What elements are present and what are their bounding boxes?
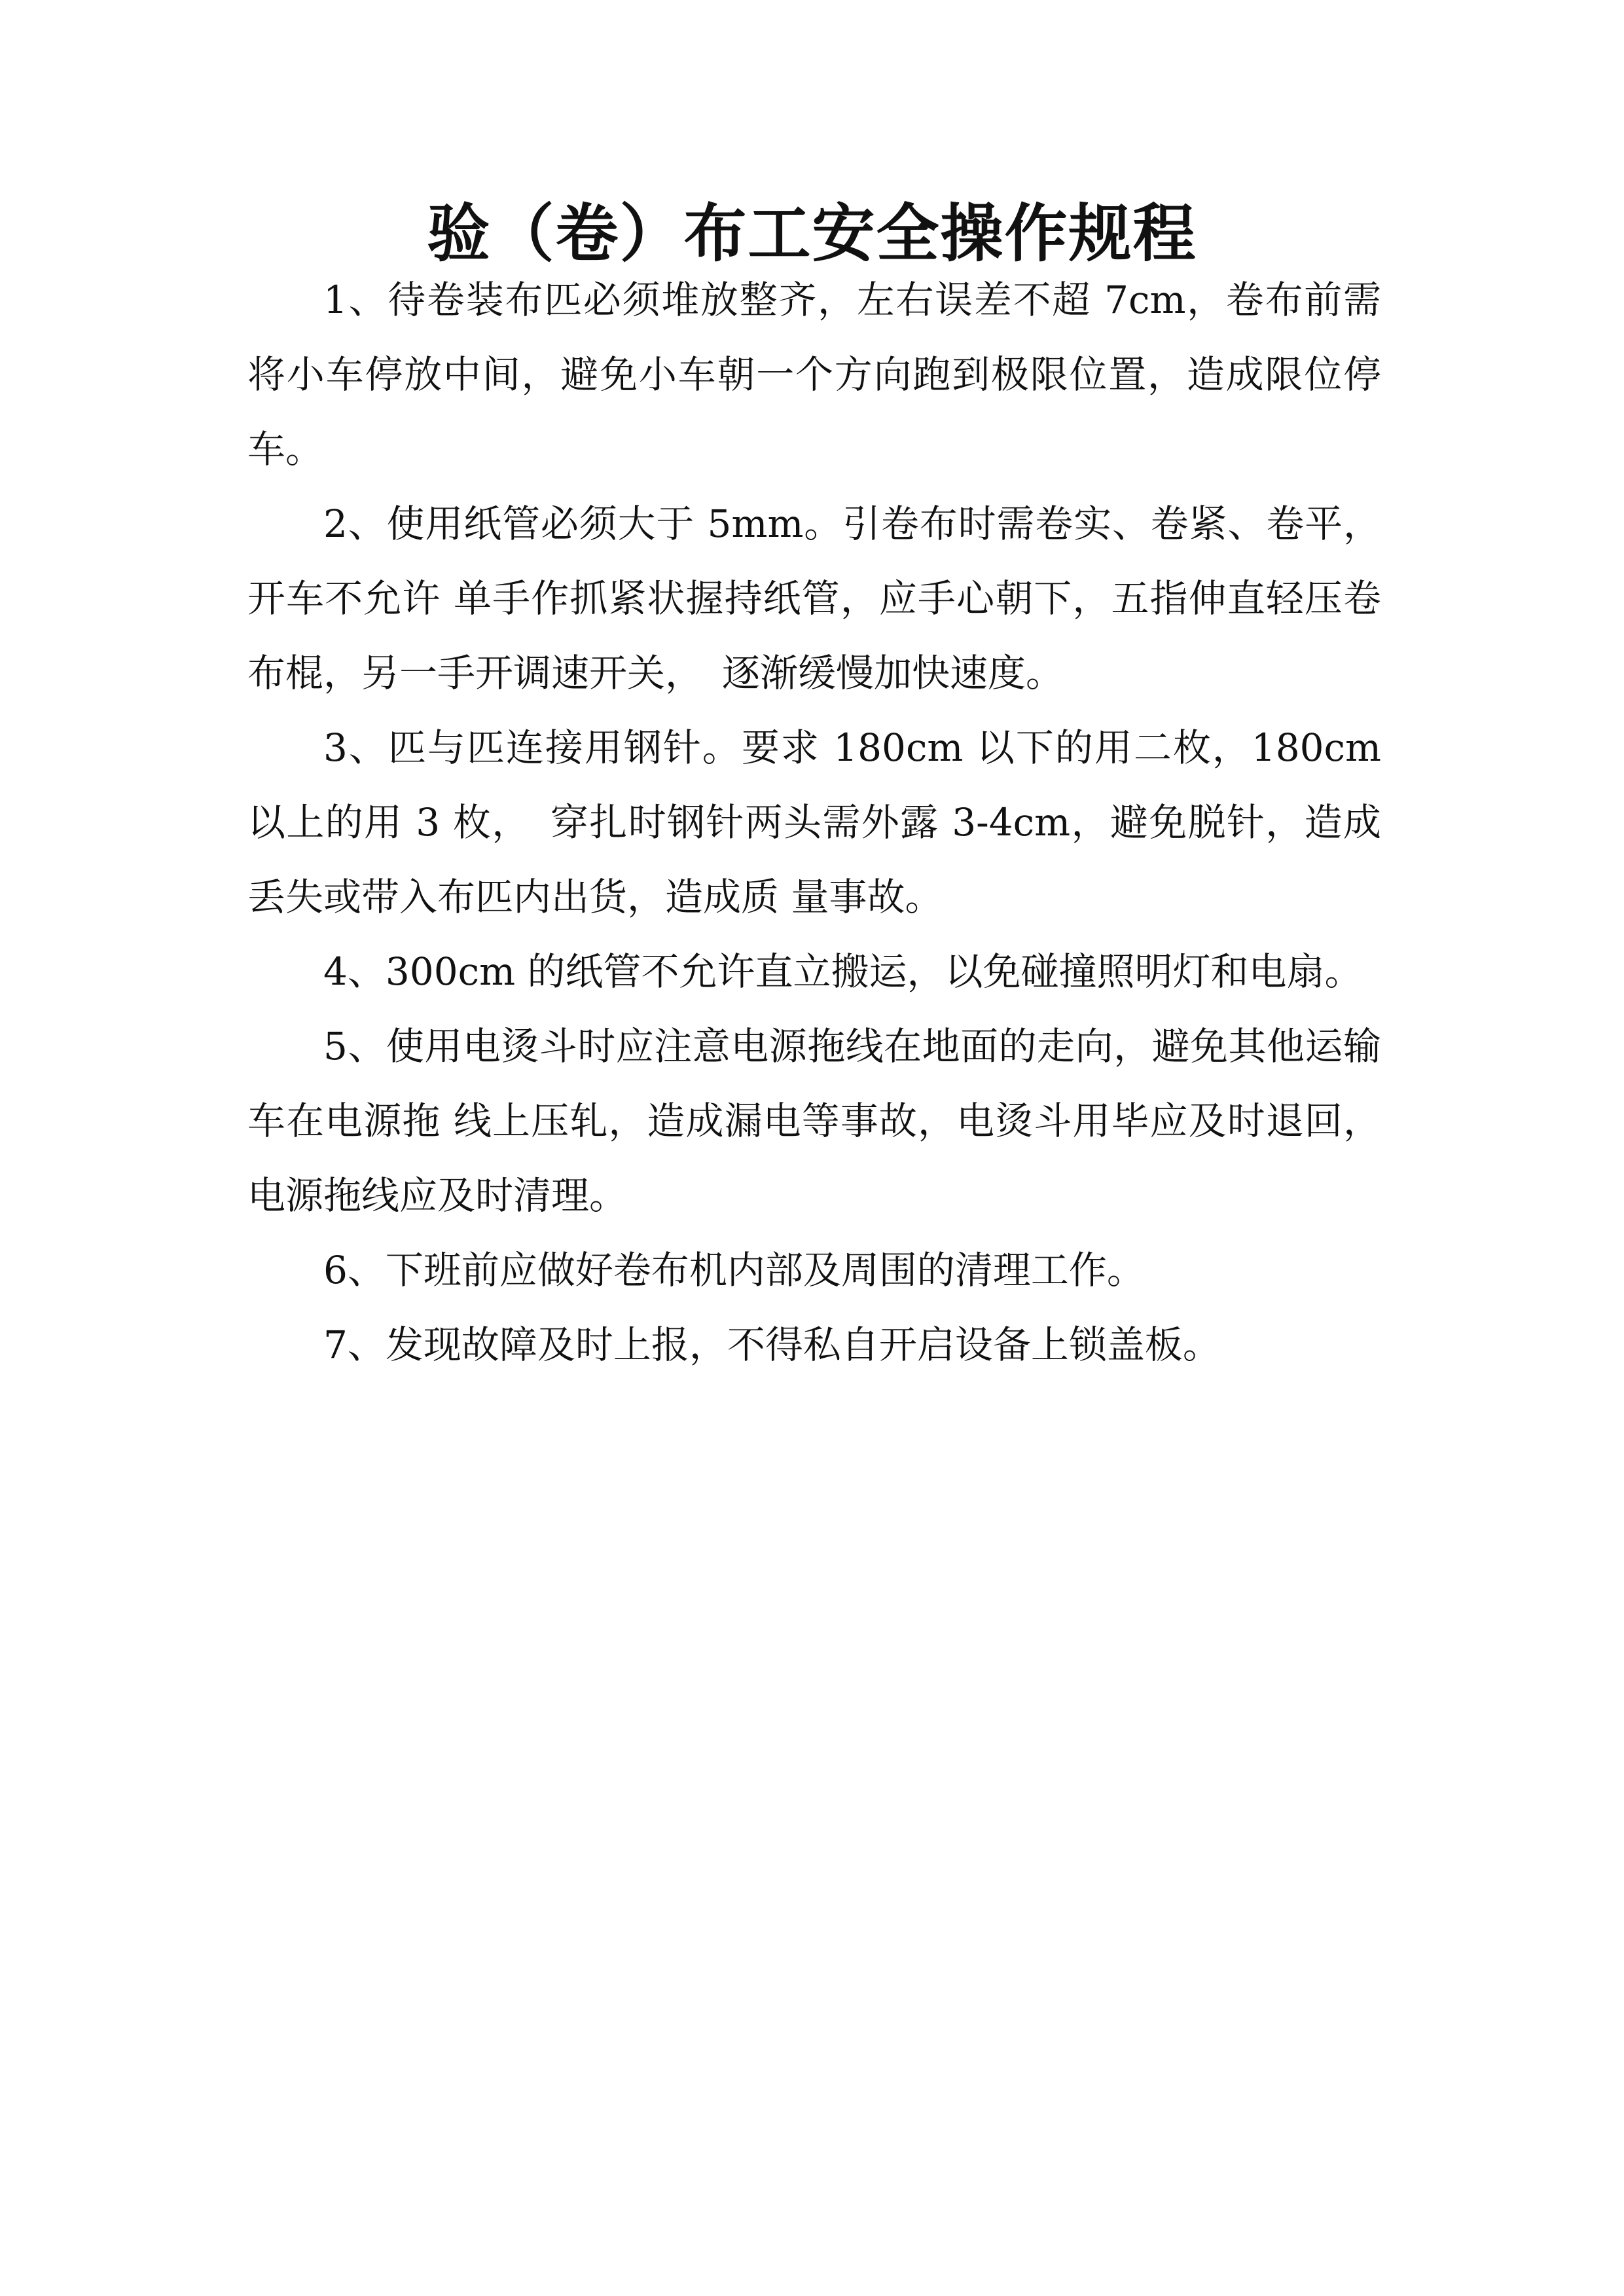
paragraph-3: 3、匹与匹连接用钢针。要求 180cm 以下的用二枚，180cm 以上的用 3 枚， 穿扎时钢针两头需外露 3-4cm，避免脱针，造成丢失或带入布匹内出货，造成质 量事故。: [247, 725, 1381, 919]
paragraph-7: 7、发现故障及时上报，不得私自开启设备上锁盖板。: [323, 1322, 1221, 1367]
paragraph-4: 4、300cm 的纸管不允许直立搬运，以免碰撞照明灯和电扇。: [323, 949, 1363, 994]
paragraph-1: 1、待卷装布匹必须堆放整齐，左右误差不超 7cm，卷布前需将小车停放中间，避免小车朝一个方向跑到极限位置，造成限位停车。: [247, 278, 1381, 471]
paragraph-5: 5、使用电烫斗时应注意电源拖线在地面的走向，避免其他运输车在电源拖 线上压轧，造成漏电等事故，电烫斗用毕应及时退回，电源拖线应及时清理。: [247, 1024, 1381, 1218]
paragraph-6: 6、下班前应做好卷布机内部及周围的清理工作。: [323, 1248, 1145, 1292]
document-body: [247, 263, 1381, 1382]
paragraph-2: 2、使用纸管必须大于 5mm。引卷布时需卷实、卷紧、卷平，开车不允许 单手作抓紧状握持纸管，应手心朝下，五指伸直轻压卷布棍，另一手开调速开关， 逐渐缓慢加快速度。: [247, 501, 1381, 695]
document-title: 验（卷）布工安全操作规程: [427, 196, 1197, 271]
